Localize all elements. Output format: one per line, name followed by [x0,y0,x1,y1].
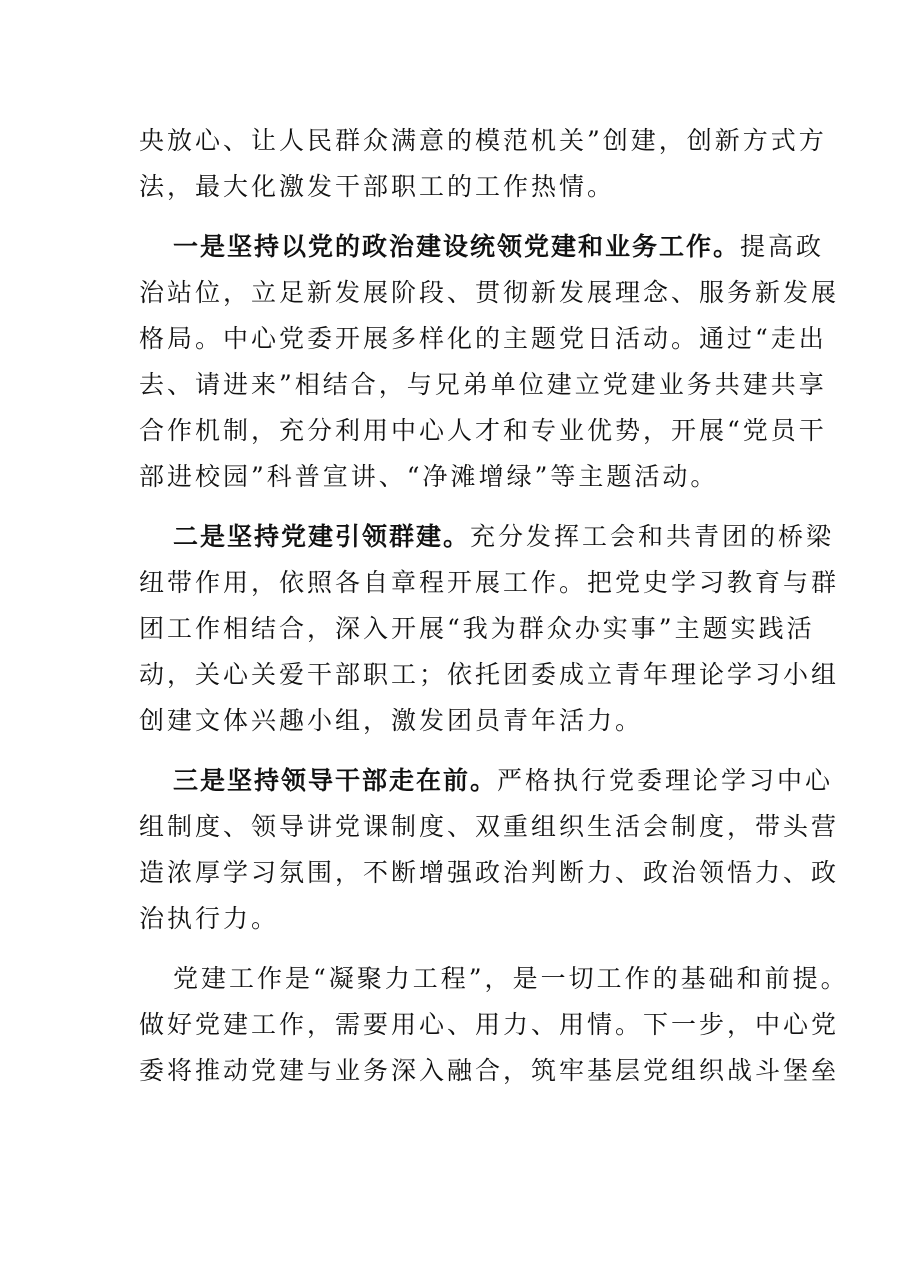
point-two-paragraph [139,514,840,744]
text-line: 造浓厚学习氛围，不断增强政治判断力、政治领悟力、政 [139,858,840,887]
text-line: 治执行力。 [139,904,280,933]
text-line: 组制度、领导讲党课制度、双重组织生活会制度，带头营 [139,812,840,841]
text-line: 创建文体兴趣小组，激发团员青年活力。 [139,706,644,735]
text-line: 合作机制，充分利用中心人才和专业优势，开展“党员干 [139,416,827,445]
point-three-first-line-text: 严格执行党委理论学习中心 [497,766,834,795]
text-line [139,514,835,560]
text-line: 做好党建工作，需要用心、用力、用情。下一步，中心党 [139,1010,840,1039]
text-line: 法，最大化激发干部职工的工作热情。 [139,172,616,201]
text-line: 动，关心关爱干部职工；依托团委成立青年理论学习小组 [139,660,840,689]
text-line: 格局。中心党委开展多样化的主题党日活动。通过“走出 [139,324,827,353]
text-line: 治站位，立足新发展阶段、贯彻新发展理念、服务新发展 [139,278,840,307]
point-three-paragraph [139,758,840,942]
text-line: 央放心、让人民群众满意的模范机关”创建，创新方式方 [139,126,827,155]
text-line [139,758,834,804]
point-two-first-line-text: 充分发挥工会和共青团的桥梁 [470,522,835,551]
text-line [139,224,825,270]
point-one-paragraph [139,224,840,500]
text-line: 团工作相结合，深入开展“我为群众办实事”主题实践活 [139,614,815,643]
text-line: 党建工作是“凝聚力工程”，是一切工作的基础和前提。 [173,964,849,993]
document-body [139,118,849,1094]
text-line: 委将推动党建与业务深入融合，筑牢基层党组织战斗堡垒 [139,1056,840,1085]
text-line: 部进校园”科普宣讲、“净滩增绿”等主题活动。 [139,462,719,491]
point-three-heading: 三是坚持领导干部走在前。 [173,766,498,795]
text-line: 纽带作用，依照各自章程开展工作。把党史学习教育与群 [139,568,840,597]
point-one-first-line-text: 提高政 [740,232,825,261]
point-two-heading: 二是坚持党建引领群建。 [173,522,471,551]
point-one-heading: 一是坚持以党的政治建设统领党建和业务工作。 [173,232,741,261]
text-line: 去、请进来”相结合，与兄弟单位建立党建业务共建共享 [139,370,827,399]
intro-paragraph [139,118,827,210]
closing-paragraph [139,956,849,1094]
